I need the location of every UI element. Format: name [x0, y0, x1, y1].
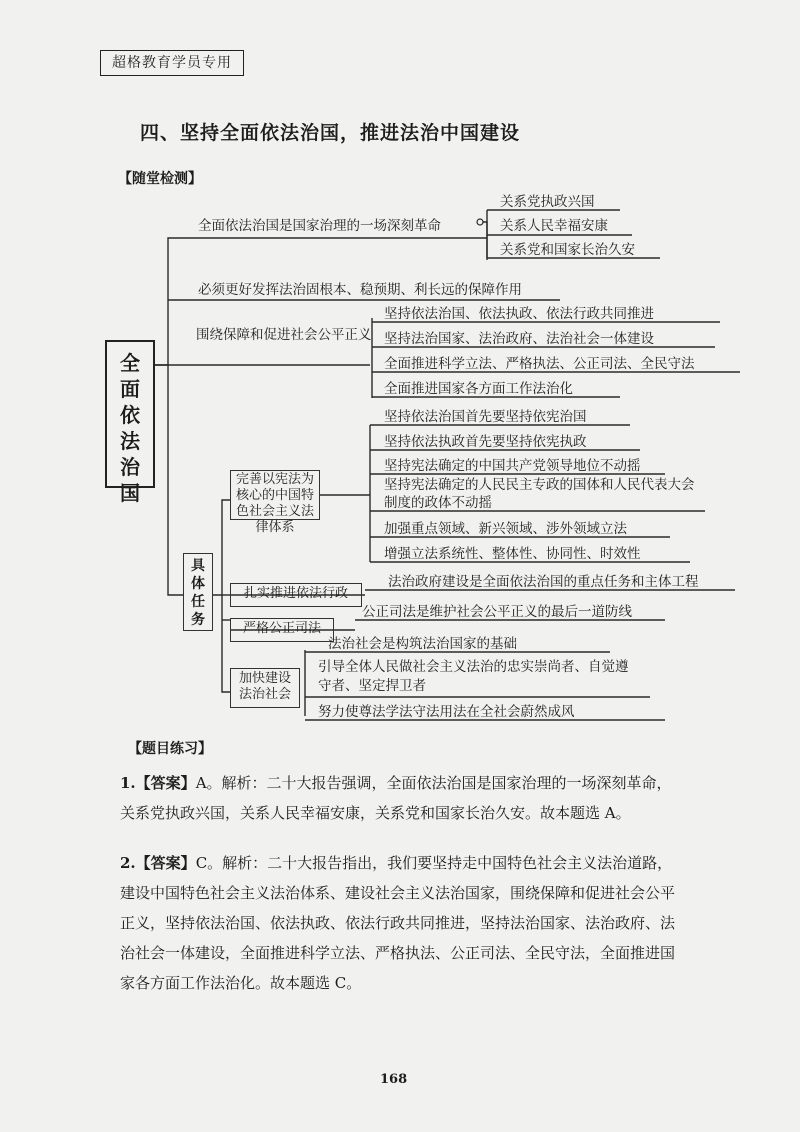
b3-label: 围绕保障和促进社会公平正义	[196, 327, 372, 343]
answer-number: 2.	[120, 854, 136, 872]
tasks-node	[183, 553, 213, 631]
b2-label: 必须更好发挥法治固根本、稳预期、利长远的保障作用	[198, 282, 522, 298]
t1-item: 坚持依法执政首先要坚持依宪执政	[384, 434, 587, 450]
t4-node: 加快建设法治社会	[230, 668, 300, 708]
header-label: 超格教育学员专用	[100, 50, 244, 76]
t3-node: 严格公正司法	[230, 618, 334, 642]
answer-number: 1.	[120, 774, 136, 792]
tasks-label: 具体任务	[191, 558, 205, 628]
b3-item: 全面推进科学立法、严格执法、公正司法、全民守法	[384, 356, 695, 372]
t1-item: 增强立法系统性、整体性、协同性、时效性	[384, 546, 641, 562]
section-title: 四、坚持全面依法治国，推进法治中国建设	[140, 122, 521, 144]
t1-item: 坚持依法治国首先要坚持依宪治国	[384, 409, 587, 425]
b1-connector-dot	[477, 219, 483, 225]
t1-item: 加强重点领域、新兴领域、涉外领域立法	[384, 521, 627, 537]
answer-text: A。解析：二十大报告强调，全面依法治国是国家治理的一场深刻革命，关系党执政兴国，关系人民幸福安康，关系党和国家长治久安。故本题选 A。	[120, 774, 672, 822]
exercise-title: 【题目练习】	[128, 741, 212, 757]
t3-item: 公正司法是维护社会公平正义的最后一道防线	[362, 604, 632, 620]
answer-text: C。解析：二十大报告指出，我们要坚持走中国特色社会主义法治道路，建设中国特色社会主义法治体系、建设社会主义法治国家，围绕保障和促进社会公平正义，坚持依法治国、依法执政、依法行政共同推进，坚持法治国家、法治政府、法治社会一体建设，全面推进科学立法、严格执法、公正司法、全民守法，全面推进国家各方面工作法治化。故本题选 C。	[120, 854, 676, 992]
t1-node: 完善以宪法为核心的中国特色社会主义法律体系	[230, 470, 320, 520]
b3-item: 坚持法治国家、法治政府、法治社会一体建设	[384, 331, 654, 347]
t1-item: 坚持宪法确定的人民民主专政的国体和人民代表大会制度的政体不动摇	[384, 477, 695, 511]
b1-label: 全面依法治国是国家治理的一场深刻革命	[198, 218, 441, 234]
section-check: 【随堂检测】	[118, 171, 202, 187]
t1-item: 坚持宪法确定的中国共产党领导地位不动摇	[384, 458, 641, 474]
answer-1	[120, 768, 680, 828]
t2-item: 法治政府建设是全面依法治国的重点任务和主体工程	[388, 574, 699, 590]
answer-tag: 【答案】	[135, 774, 196, 792]
b3-item: 全面推进国家各方面工作法治化	[384, 381, 573, 397]
b1-item: 关系党执政兴国	[500, 194, 595, 210]
t2-node: 扎实推进依法行政	[230, 583, 362, 607]
t4-item: 努力使尊法学法守法用法在全社会蔚然成风	[318, 704, 575, 720]
b3-item: 坚持依法治国、依法执政、依法行政共同推进	[384, 306, 654, 322]
page-number: 168	[380, 1072, 408, 1087]
mindmap-root	[105, 340, 155, 505]
t4-item: 法治社会是构筑法治国家的基础	[328, 636, 517, 652]
b1-item: 关系人民幸福安康	[500, 218, 608, 234]
answer-2	[120, 848, 680, 998]
answer-tag: 【答案】	[135, 854, 196, 872]
b1-item: 关系党和国家长治久安	[500, 242, 635, 258]
mindmap-root-label: 全面依法治国	[120, 351, 140, 505]
t4-item: 引导全体人民做社会主义法治的忠实崇尚者、自觉遵守者、坚定捍卫者	[318, 659, 629, 694]
